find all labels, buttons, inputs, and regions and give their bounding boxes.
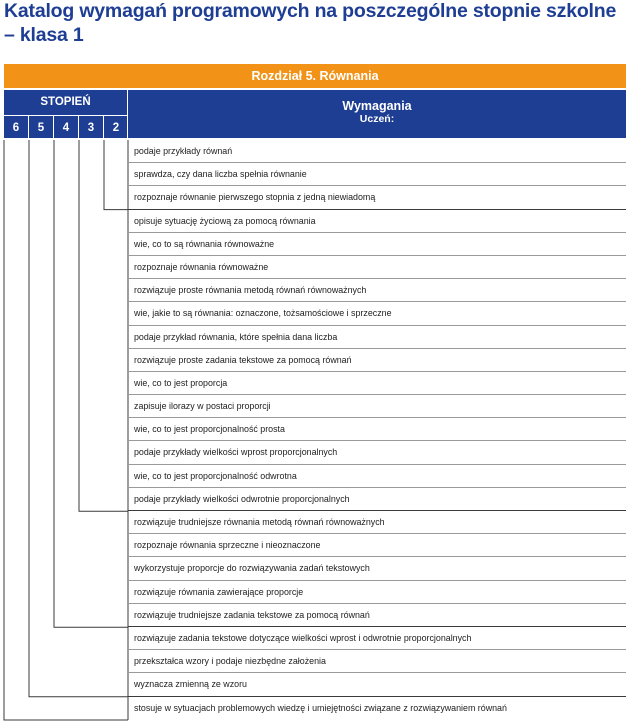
- bracket-grade-2: [104, 140, 128, 210]
- grade-3: 3: [87, 122, 95, 134]
- requirement-row: sprawdza, czy dana liczba spełnia równanie: [128, 163, 626, 186]
- grade-2: 2: [112, 122, 120, 134]
- grade-4: 4: [62, 122, 70, 134]
- requirement-row: rozpoznaje równania sprzeczne i nieoznaczone: [128, 534, 626, 557]
- requirement-row: wie, jakie to są równania: oznaczone, tożsamościowe i sprzeczne: [128, 302, 626, 325]
- grade-6: 6: [12, 122, 20, 134]
- requirements-list: [128, 140, 626, 720]
- requirement-row: przekształca wzory i podaje niezbędne założenia: [128, 650, 626, 673]
- requirement-row: wie, co to są równania równoważne: [128, 233, 626, 256]
- requirement-row: rozwiązuje trudniejsze zadania tekstowe za pomocą równań: [128, 604, 626, 627]
- wymagania-label: Wymagania: [342, 99, 412, 113]
- requirement-row: wyznacza zmienną ze wzoru: [128, 673, 626, 696]
- chapter-banner: Rozdział 5. Równania: [4, 64, 626, 88]
- requirement-row: podaje przykład równania, które spełnia dana liczba: [128, 326, 626, 349]
- requirement-row: wie, co to jest proporcjonalność prosta: [128, 418, 626, 441]
- requirement-row: rozpoznaje równanie pierwszego stopnia z jedną niewiadomą: [128, 186, 626, 209]
- requirement-row: rozwiązuje zadania tekstowe dotyczące wielkości wprost i odwrotnie proporcjonalnych: [128, 627, 626, 650]
- page-title: Katalog wymagań programowych na poszczególne stopnie szkolne – klasa 1: [4, 0, 617, 46]
- requirement-row: opisuje sytuację życiową za pomocą równania: [128, 210, 626, 233]
- requirement-row: wykorzystuje proporcje do rozwiązywania zadań tekstowych: [128, 557, 626, 580]
- requirement-row: podaje przykłady wielkości odwrotnie proporcjonalnych: [128, 488, 626, 511]
- requirement-row: stosuje w sytuacjach problemowych wiedzę i umiejętności związane z rozwiązywaniem równań: [134, 702, 507, 713]
- grade-5: 5: [37, 122, 45, 134]
- requirement-row: zapisuje ilorazy w postaci proporcji: [128, 395, 626, 418]
- requirement-row: rozwiązuje proste równania metodą równań równoważnych: [128, 279, 626, 302]
- requirement-row: podaje przykłady równań: [128, 140, 626, 163]
- uczen-label: Uczeń:: [359, 113, 395, 125]
- requirement-row: wie, co to jest proporcja: [128, 372, 626, 395]
- bracket-grade-6: [4, 140, 128, 720]
- requirement-row: rozwiązuje trudniejsze równania metodą równań równoważnych: [128, 511, 626, 534]
- requirement-row: rozpoznaje równania równoważne: [128, 256, 626, 279]
- requirement-row: wie, co to jest proporcjonalność odwrotna: [128, 465, 626, 488]
- bracket-grade-4: [54, 140, 128, 627]
- requirement-row: rozwiązuje proste zadania tekstowe za pomocą równań: [128, 349, 626, 372]
- requirement-row: rozwiązuje równania zawierające proporcje: [128, 581, 626, 604]
- requirement-row: podaje przykłady wielkości wprost proporcjonalnych: [128, 441, 626, 464]
- stopien-label: STOPIEŃ: [40, 96, 91, 108]
